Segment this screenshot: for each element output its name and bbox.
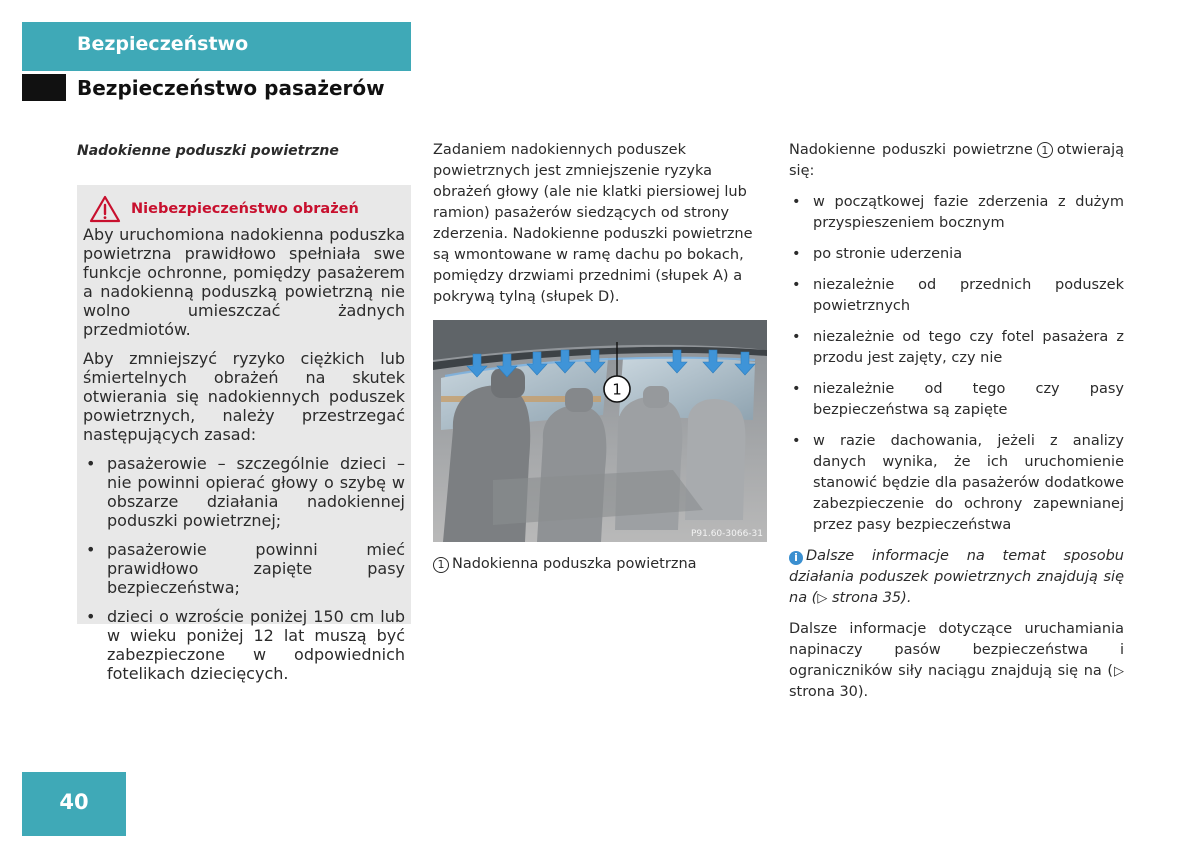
list-item: • w początkowej fazie zderzenia z dużym przyspieszeniem bocznym (789, 192, 1124, 234)
list-item: • pasażerowie powinni mieć prawidłowo zapięte pasy bezpieczeństwa; (83, 540, 405, 597)
warning-header (83, 195, 405, 223)
list-item: • dzieci o wzroście poniżej 150 cm lub w wieku poniżej 12 lat muszą być zabezpieczone w odpowiednich fotelikach dziecięcych. (83, 607, 405, 683)
column-left (77, 140, 411, 162)
list-item: • po stronie uderzenia (789, 244, 1124, 265)
final-paragraph (789, 619, 1124, 703)
page-number-box (22, 772, 126, 836)
subsection-marker (22, 74, 66, 101)
body-paragraph: Zadaniem nadokiennych poduszek powietrznych jest zmniejszenie ryzyka obrażeń głowy (ale nie klatki piersiowej lub ramion) pasażerów siedzących od strony zderzenia. Nadokienne poduszki powietrzne są wmontowane w ramę dachu po bokach, pomiędzy drzwiami przednimi (słupek A) a pokrywą tylną (słupek D). (433, 142, 753, 305)
warning-paragraph: Aby zmniejszyć ryzyko ciężkich lub śmiertelnych obrażeń na skutek otwierania się nadokiennych poduszek powietrznych, należy przestrzegać następujących zasad: (83, 349, 405, 444)
section-title: Bezpieczeństwo (77, 33, 249, 55)
list-item: • w razie dachowania, jeżeli z analizy danych wynika, że ich uruchomienie stanowić będzie dla pasażerów dodatkowe zabezpieczenie do ochrony zapewnianej przez pasy bezpieczeństwa (789, 431, 1124, 536)
intro-callout-number: 1 (1037, 142, 1053, 158)
column-middle (433, 140, 767, 575)
intro-text-end: otwierają się: (789, 142, 1124, 179)
subsection-title: Bezpieczeństwo pasażerów (77, 76, 385, 100)
info-page-ref: strona 35). (827, 590, 912, 606)
final-page-ref: strona 30). (789, 684, 869, 700)
intro-paragraph (789, 140, 1124, 182)
car-interior-illustration (433, 320, 767, 542)
callout-number: 1 (612, 380, 622, 399)
column-right (789, 140, 1124, 713)
page-reference-arrow-icon[interactable]: ▷ (1113, 664, 1124, 679)
warning-title: Niebezpieczeństwo obrażeń (131, 201, 359, 217)
warning-box (77, 185, 411, 683)
airbag-figure (433, 320, 767, 542)
page-reference-arrow-icon[interactable]: ▷ (817, 591, 828, 606)
figure-caption (433, 554, 767, 575)
info-icon: i (789, 551, 803, 565)
info-text: Dalsze informacje na temat sposobu działania poduszek powietrznych znajdują się na ( (789, 548, 1124, 606)
warning-triangle-icon (89, 195, 121, 223)
conditions-list (789, 192, 1124, 536)
figure-code: P91.60-3066-31 (690, 529, 763, 539)
list-item: • niezależnie od tego czy fotel pasażera z przodu jest zajęty, czy nie (789, 327, 1124, 369)
caption-text: Nadokienna poduszka powietrzna (452, 556, 697, 572)
caption-number: 1 (433, 557, 449, 573)
list-item: • pasażerowie – szczególnie dzieci – nie powinni opierać głowy o szybę w obszarze działania nadokiennej poduszki powietrznej; (83, 454, 405, 530)
info-note (789, 546, 1124, 609)
page-number: 40 (59, 790, 89, 814)
list-item: • niezależnie od tego czy pasy bezpieczeństwa są zapięte (789, 379, 1124, 421)
list-item: • niezależnie od przednich poduszek powietrznych (789, 275, 1124, 317)
intro-text: Nadokienne poduszki powietrzne (789, 142, 1033, 158)
warning-bullet-list (83, 454, 405, 683)
warning-paragraph: Aby uruchomiona nadokienna poduszka powietrzna prawidłowo spełniała swe funkcje ochronne, pomiędzy pasażerem a nadokienną poduszką powietrzną nie wolno umieszczać żadnych przedmiotów. (83, 225, 405, 339)
final-text: Dalsze informacje dotyczące uruchamiania napinaczy pasów bezpieczeństwa i ograniczników siły naciągu znajdują się na ( (789, 621, 1124, 679)
column-heading: Nadokienne poduszki powietrzne (77, 143, 339, 159)
